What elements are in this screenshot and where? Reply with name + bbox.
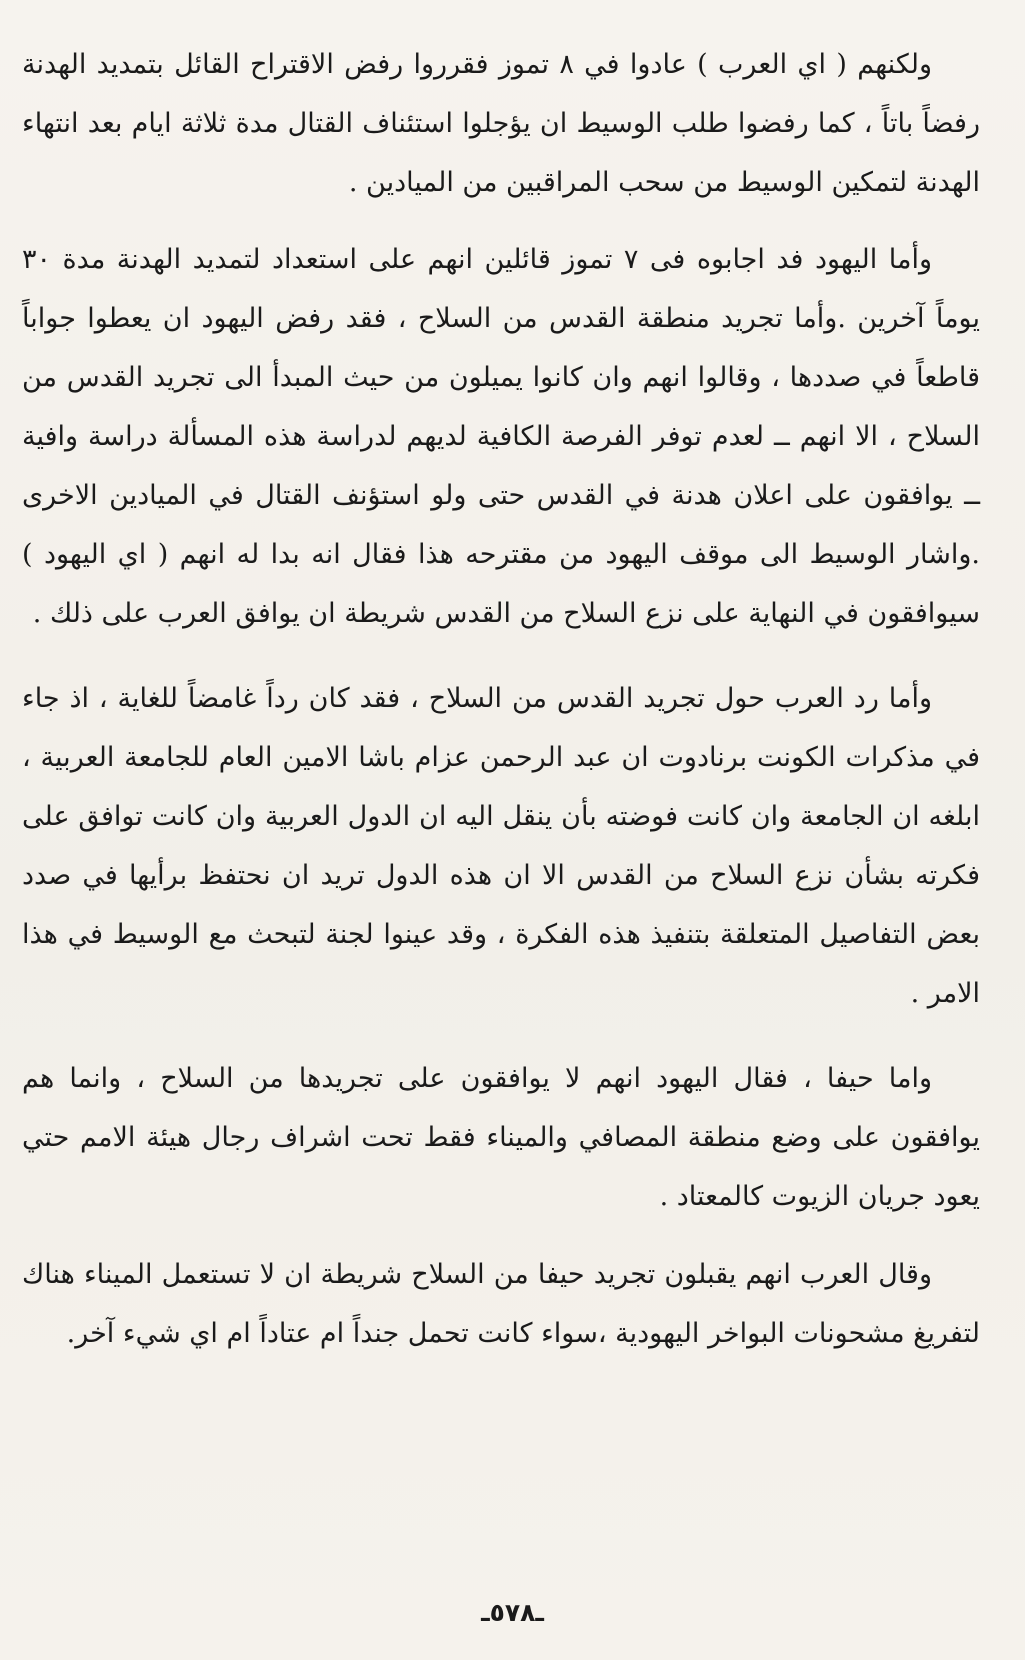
paragraph-haifa-jewish-position: واما حيفا ، فقال اليهود انهم لا يوافقون على تجريدها من السلاح ، وانما هم يوافقون على وضع منطقة المصافي والميناء فقط تحت اشراف رجال هيئة الامم حتي يعود جريان الزيوت كالمعتاد . xyxy=(22,1063,980,1212)
paragraph-jewish-response: وأما اليهود فد اجابوه فى ٧ تموز قائلين انهم على استعداد لتمديد الهدنة مدة ٣٠ يوماً آخرين .وأما تجريد منطقة القدس من السلاح ، فقد رفض اليهود ان يعطوا جواباً قاطعاً في صددها ، وقالوا انهم وان كانوا يميلون من حيث المبدأ الى تجريد القدس من السلاح ، الا انهم ــ لعدم توفر الفرصة الكافية لديهم لدراسة هذه المسألة دراسة وافية ــ يوافقون على اعلان هدنة في القدس حتى ولو استؤنف القتال في الميادين الاخرى .واشار الوسيط الى موقف اليهود من مقترحه هذا فقال انه بدا له انهم ( اي اليهود ) سيوافقون في النهاية على نزع السلاح من القدس شريطة ان يوافق العرب على ذلك . xyxy=(22,244,980,629)
page-number: ـ٥٧٨ـ xyxy=(481,1598,544,1627)
paragraph-arab-rejection: ولكنهم ( اي العرب ) عادوا في ٨ تموز فقرروا رفض الاقتراح القائل بتمديد الهدنة رفضاً باتاً ، كما رفضوا طلب الوسيط ان يؤجلوا استئناف القتال مدة ثلاثة ايام بعد انتهاء الهدنة لتمكين الوسيط من سحب المراقبين من الميادين . xyxy=(22,49,980,198)
paragraph-arab-reply-jerusalem: وأما رد العرب حول تجريد القدس من السلاح ، فقد كان رداً غامضاً للغاية ، اذ جاء في مذكرات الكونت برنادوت ان عبد الرحمن عزام باشا الامين العام للجامعة العربية ، ابلغه ان الجامعة وان كانت فوضته بأن ينقل اليه ان الدول العربية وان كانت توافق على فكرته بشأن نزع السلاح من القدس الا ان هذه الدول تريد ان نحتفظ برأيها في صدد بعض التفاصيل المتعلقة بتنفيذ هذه الفكرة ، وقد عينوا لجنة لتبحث مع الوسيط في هذا الامر . xyxy=(22,683,980,1009)
body-text xyxy=(22,28,980,1363)
paragraph-haifa-arab-position: وقال العرب انهم يقبلون تجريد حيفا من السلاح شريطة ان لا تستعمل الميناء هناك لتفريغ مشحونات البواخر اليهودية ،سواء كانت تحمل جنداً ام عتاداً ام اي شيء آخر. xyxy=(22,1259,980,1349)
